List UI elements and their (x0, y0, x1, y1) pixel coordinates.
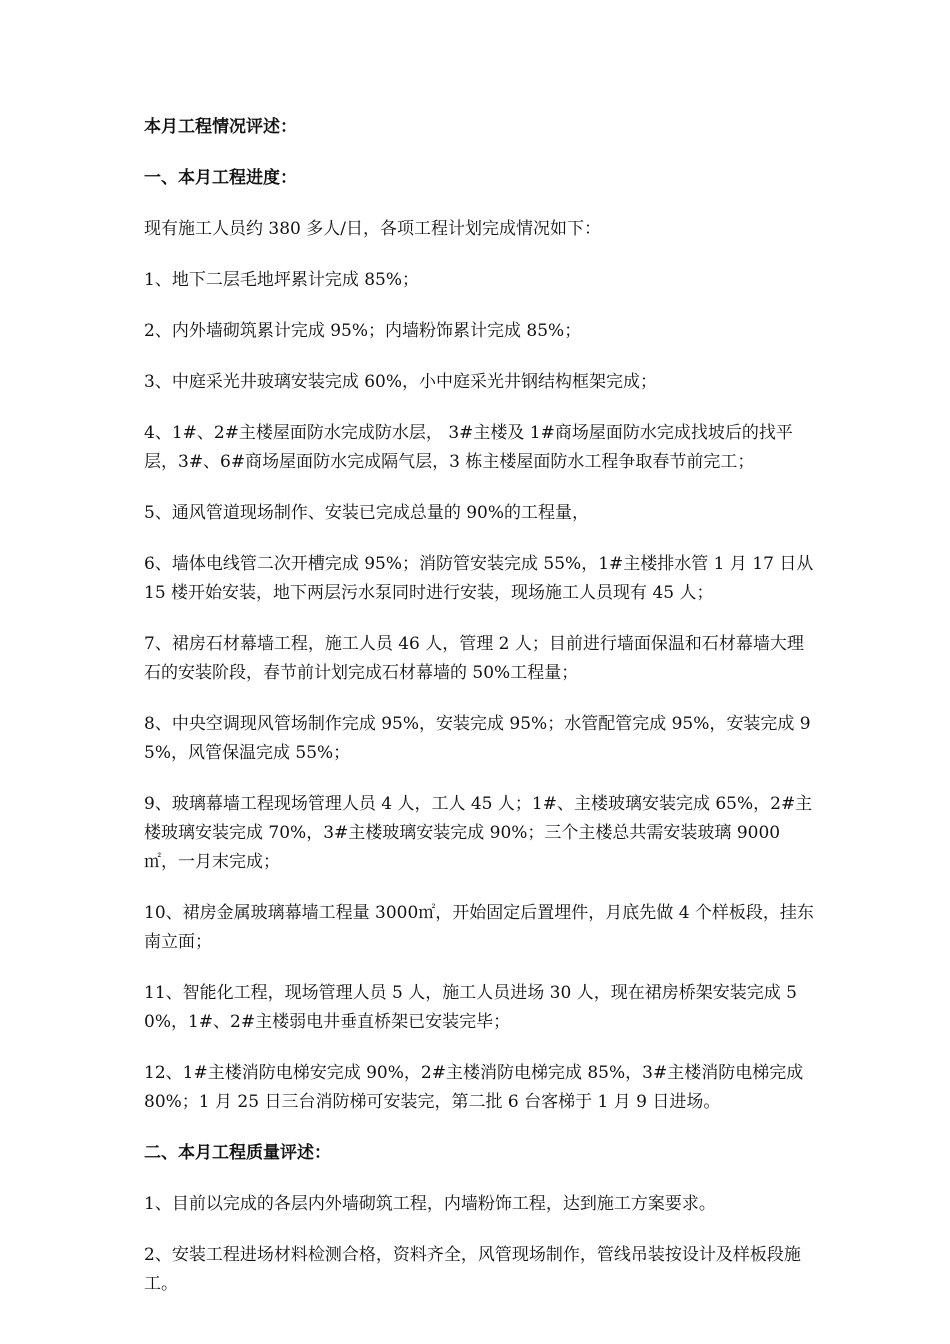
quality-item-2: 2、安装工程进场材料检测合格，资料齐全，风管现场制作，管线吊装按设计及样板段施工。 (144, 1245, 801, 1294)
document-title: 本月工程情况评述： (144, 117, 297, 137)
progress-item-7: 7、裙房石材幕墙工程，施工人员 46 人，管理 2 人；目前进行墙面保温和石材幕墙大理石的安装阶段，春节前计划完成石材幕墙的 50%工程量； (144, 634, 804, 683)
progress-item-2: 2、内外墙砌筑累计完成 95%；内墙粉饰累计完成 85%； (144, 321, 582, 341)
progress-item-1: 1、地下二层毛地坪累计完成 85%； (144, 270, 420, 290)
progress-intro: 现有施工人员约 380 多人/日，各项工程计划完成情况如下： (144, 219, 601, 239)
progress-item-8: 8、中央空调现风管场制作完成 95%，安装完成 95%；水管配管完成 95%，安装完成 95%，风管保温完成 55%； (144, 714, 811, 763)
progress-item-3: 3、中庭采光井玻璃安装完成 60%，小中庭采光井钢结构框架完成； (144, 372, 658, 392)
progress-item-10: 10、裙房金属玻璃幕墙工程量 3000㎡，开始固定后置埋件，月底先做 4 个样板段，挂东南立面； (144, 903, 814, 952)
quality-item-1: 1、目前以完成的各层内外墙砌筑工程，内墙粉饰工程，达到施工方案要求。 (144, 1194, 716, 1214)
progress-item-12: 12、1#主楼消防电梯安完成 90%，2#主楼消防电梯完成 85%，3#主楼消防电梯完成 80%；1 月 25 日三台消防梯可安装完，第二批 6 台客梯于 1 月 9 日进场。 (144, 1063, 804, 1112)
section-heading-progress: 一、本月工程进度： (144, 168, 297, 188)
progress-item-6: 6、墙体电线管二次开槽完成 95%；消防管安装完成 55%，1#主楼排水管 1 月 17 日从 15 楼开始安装，地下两层污水泵同时进行安装，现场施工人员现有 45 人； (144, 554, 814, 603)
section-heading-quality: 二、本月工程质量评述： (144, 1143, 331, 1163)
document-page (144, 113, 814, 1321)
progress-item-5: 5、通风管道现场制作、安装已完成总量的 90%的工程量， (144, 503, 590, 523)
progress-item-11: 11、智能化工程，现场管理人员 5 人，施工人员进场 30 人，现在裙房桥架安装完成 50%，1#、2#主楼弱电井垂直桥架已安装完毕； (144, 983, 797, 1032)
progress-item-4: 4、1#、2#主楼屋面防水完成防水层， 3#主楼及 1#商场屋面防水完成找坡后的找平层，3#、6#商场屋面防水完成隔气层，3 栋主楼屋面防水工程争取春节前完工； (144, 423, 793, 472)
progress-item-9: 9、玻璃幕墙工程现场管理人员 4 人，工人 45 人；1#、主楼玻璃安装完成 65%，2#主楼玻璃安装完成 70%，3#主楼玻璃安装完成 90%；三个主楼总共需安装玻璃 9000 ㎡，一月末完成； (144, 794, 813, 872)
